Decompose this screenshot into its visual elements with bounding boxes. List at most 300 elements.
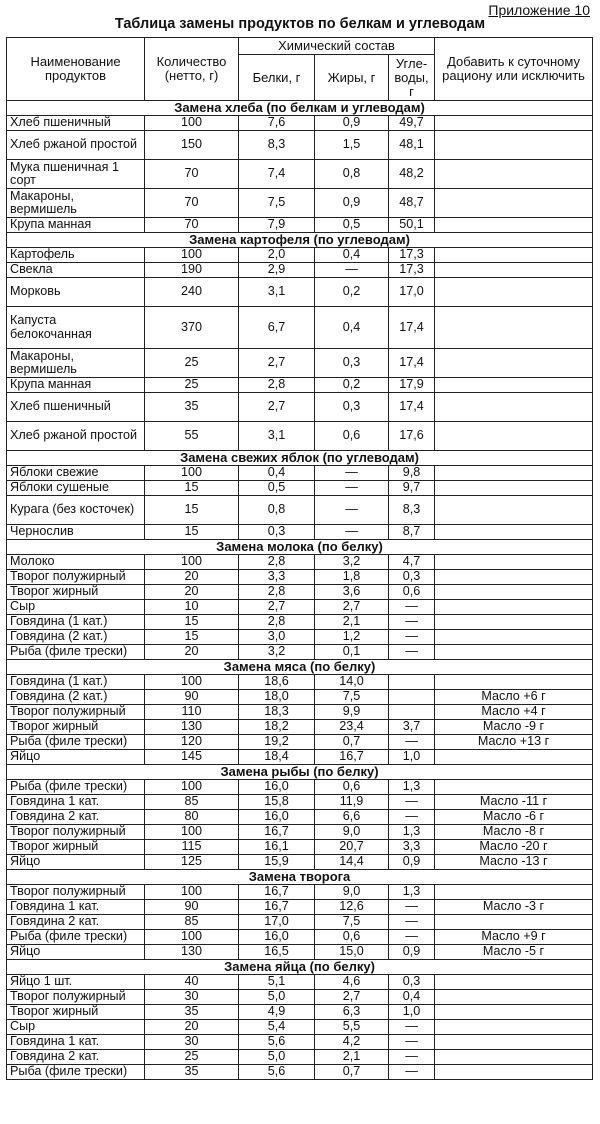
section-header [7,960,593,975]
cell-name: Говядина 2 кат. [7,1050,145,1065]
cell-add-or-remove [435,422,593,451]
cell-protein: 18,4 [239,750,315,765]
table-row [7,780,593,795]
cell-protein: 2,8 [239,555,315,570]
cell-quantity: 100 [145,825,239,840]
header-quantity: Количество (нетто, г) [145,38,239,101]
table-row [7,481,593,496]
cell-name: Говядина 1 кат. [7,1035,145,1050]
cell-quantity: 10 [145,600,239,615]
cell-fat: — [315,496,389,525]
cell-fat: 0,9 [315,116,389,131]
cell-add-or-remove: Масло -6 г [435,810,593,825]
table-row [7,810,593,825]
cell-quantity: 15 [145,496,239,525]
cell-protein: 16,7 [239,900,315,915]
header-name: Наименование продуктов [7,38,145,101]
table-row [7,645,593,660]
cell-carbs: 17,9 [389,378,435,393]
cell-quantity: 25 [145,378,239,393]
cell-name: Макароны, вермишель [7,189,145,218]
cell-protein: 5,1 [239,975,315,990]
cell-add-or-remove [435,248,593,263]
cell-fat: 11,9 [315,795,389,810]
cell-add-or-remove [435,116,593,131]
cell-fat: 2,1 [315,1050,389,1065]
table-row [7,378,593,393]
table-row [7,189,593,218]
table-row [7,585,593,600]
table-row [7,349,593,378]
cell-add-or-remove [435,675,593,690]
cell-fat: 0,3 [315,393,389,422]
cell-add-or-remove [435,615,593,630]
cell-add-or-remove [435,1065,593,1080]
cell-name: Мука пшеничная 1 сорт [7,160,145,189]
cell-protein: 7,6 [239,116,315,131]
cell-name: Рыба (филе трески) [7,930,145,945]
table-row [7,1065,593,1080]
cell-carbs: — [389,645,435,660]
cell-quantity: 35 [145,1065,239,1080]
table-row [7,855,593,870]
cell-protein: 5,0 [239,990,315,1005]
table-row [7,690,593,705]
cell-add-or-remove: Масло -8 г [435,825,593,840]
cell-fat: 4,6 [315,975,389,990]
cell-add-or-remove [435,600,593,615]
cell-quantity: 80 [145,810,239,825]
table-row [7,218,593,233]
table-row [7,422,593,451]
table-row [7,1005,593,1020]
cell-protein: 2,9 [239,263,315,278]
cell-fat: 15,0 [315,945,389,960]
cell-protein: 7,4 [239,160,315,189]
cell-add-or-remove [435,278,593,307]
cell-carbs: 17,3 [389,263,435,278]
cell-quantity: 15 [145,481,239,496]
cell-fat: 2,7 [315,600,389,615]
table-row [7,720,593,735]
table-row [7,990,593,1005]
cell-carbs: 9,7 [389,481,435,496]
cell-protein: 17,0 [239,915,315,930]
cell-name: Говядина (1 кат.) [7,615,145,630]
cell-name: Говядина (2 кат.) [7,630,145,645]
cell-protein: 3,1 [239,278,315,307]
cell-carbs: — [389,930,435,945]
cell-name: Сыр [7,600,145,615]
header-carbs: Угле- воды, г [389,55,435,101]
cell-fat: 0,4 [315,307,389,349]
cell-fat: 2,1 [315,615,389,630]
cell-fat: 3,2 [315,555,389,570]
cell-name: Говядина (1 кат.) [7,675,145,690]
header-fat: Жиры, г [315,55,389,101]
table-row [7,975,593,990]
cell-protein: 0,5 [239,481,315,496]
cell-protein: 2,8 [239,615,315,630]
cell-protein: 2,7 [239,393,315,422]
cell-name: Капуста белокочанная [7,307,145,349]
cell-quantity: 20 [145,570,239,585]
cell-name: Рыба (филе трески) [7,1065,145,1080]
cell-carbs: 4,7 [389,555,435,570]
table-row [7,496,593,525]
table-row [7,900,593,915]
cell-protein: 5,4 [239,1020,315,1035]
table-row [7,750,593,765]
cell-quantity: 100 [145,780,239,795]
table-row [7,248,593,263]
cell-add-or-remove [435,585,593,600]
cell-protein: 18,0 [239,690,315,705]
table-row [7,1050,593,1065]
cell-fat: 16,7 [315,750,389,765]
cell-name: Творог полужирный [7,825,145,840]
cell-add-or-remove [435,780,593,795]
cell-protein: 2,8 [239,378,315,393]
cell-protein: 16,7 [239,885,315,900]
cell-protein: 18,6 [239,675,315,690]
cell-protein: 5,6 [239,1035,315,1050]
table-row [7,945,593,960]
cell-name: Яйцо [7,945,145,960]
cell-add-or-remove: Масло +9 г [435,930,593,945]
cell-carbs: 0,6 [389,585,435,600]
cell-add-or-remove [435,915,593,930]
cell-quantity: 100 [145,116,239,131]
cell-quantity: 85 [145,915,239,930]
table-row [7,1035,593,1050]
cell-carbs: 0,3 [389,975,435,990]
cell-quantity: 100 [145,466,239,481]
cell-quantity: 25 [145,349,239,378]
cell-name: Яйцо 1 шт. [7,975,145,990]
cell-fat: 0,5 [315,218,389,233]
table-row [7,840,593,855]
section-header [7,870,593,885]
substitution-table [6,37,593,1080]
cell-quantity: 100 [145,248,239,263]
cell-quantity: 15 [145,630,239,645]
section-title: Замена молока (по белку) [7,540,593,555]
cell-carbs: 9,8 [389,466,435,481]
cell-fat: 5,5 [315,1020,389,1035]
cell-fat: 0,6 [315,930,389,945]
cell-name: Говядина 1 кат. [7,795,145,810]
cell-protein: 16,5 [239,945,315,960]
cell-fat: 1,8 [315,570,389,585]
cell-protein: 2,7 [239,349,315,378]
cell-fat: — [315,466,389,481]
cell-carbs: 1,0 [389,750,435,765]
cell-add-or-remove: Масло +6 г [435,690,593,705]
cell-add-or-remove [435,218,593,233]
section-title: Замена картофеля (по углеводам) [7,233,593,248]
cell-carbs [389,705,435,720]
cell-name: Творог полужирный [7,570,145,585]
cell-name: Яйцо [7,855,145,870]
cell-fat: 0,6 [315,780,389,795]
cell-name: Молоко [7,555,145,570]
cell-quantity: 35 [145,1005,239,1020]
cell-protein: 2,8 [239,585,315,600]
cell-fat: 4,2 [315,1035,389,1050]
cell-protein: 15,9 [239,855,315,870]
cell-carbs: — [389,1035,435,1050]
cell-fat: 9,0 [315,885,389,900]
cell-add-or-remove: Масло -3 г [435,900,593,915]
cell-name: Яблоки свежие [7,466,145,481]
cell-fat: 14,0 [315,675,389,690]
cell-quantity: 30 [145,990,239,1005]
cell-fat: — [315,263,389,278]
cell-carbs: 48,7 [389,189,435,218]
section-header [7,101,593,116]
cell-name: Рыба (филе трески) [7,780,145,795]
cell-name: Говядина 2 кат. [7,915,145,930]
cell-protein: 15,8 [239,795,315,810]
cell-add-or-remove [435,349,593,378]
cell-fat: 9,0 [315,825,389,840]
cell-carbs: 0,4 [389,990,435,1005]
cell-protein: 0,4 [239,466,315,481]
section-header [7,660,593,675]
cell-add-or-remove: Масло +13 г [435,735,593,750]
cell-protein: 16,0 [239,930,315,945]
cell-protein: 4,9 [239,1005,315,1020]
section-header [7,540,593,555]
cell-fat: 0,1 [315,645,389,660]
cell-fat: 1,5 [315,131,389,160]
cell-add-or-remove [435,525,593,540]
table-row [7,630,593,645]
table-row [7,795,593,810]
table-row [7,600,593,615]
cell-carbs: — [389,600,435,615]
cell-carbs: — [389,915,435,930]
cell-carbs: 8,3 [389,496,435,525]
cell-carbs: — [389,900,435,915]
cell-name: Хлеб ржаной простой [7,131,145,160]
cell-quantity: 115 [145,840,239,855]
cell-carbs: 17,4 [389,349,435,378]
cell-name: Крупа манная [7,218,145,233]
cell-name: Хлеб пшеничный [7,116,145,131]
cell-protein: 3,3 [239,570,315,585]
cell-name: Рыба (филе трески) [7,645,145,660]
cell-protein: 8,3 [239,131,315,160]
cell-name: Хлеб пшеничный [7,393,145,422]
table-row [7,116,593,131]
cell-quantity: 30 [145,1035,239,1050]
table-row [7,615,593,630]
table-row [7,825,593,840]
cell-add-or-remove: Масло -20 г [435,840,593,855]
cell-protein: 2,0 [239,248,315,263]
table-row [7,675,593,690]
cell-carbs [389,690,435,705]
cell-name: Яблоки сушеные [7,481,145,496]
cell-fat: 0,3 [315,349,389,378]
table-row [7,915,593,930]
cell-fat: 6,6 [315,810,389,825]
cell-fat: 0,2 [315,278,389,307]
cell-quantity: 90 [145,900,239,915]
table-row [7,160,593,189]
cell-carbs: 50,1 [389,218,435,233]
cell-name: Макароны, вермишель [7,349,145,378]
section-title: Замена мяса (по белку) [7,660,593,675]
cell-quantity: 90 [145,690,239,705]
cell-name: Свекла [7,263,145,278]
table-row [7,393,593,422]
cell-add-or-remove [435,307,593,349]
cell-quantity: 40 [145,975,239,990]
cell-add-or-remove [435,750,593,765]
cell-protein: 3,2 [239,645,315,660]
cell-quantity: 15 [145,525,239,540]
cell-carbs: 0,3 [389,570,435,585]
cell-carbs: — [389,1020,435,1035]
table-row [7,131,593,160]
section-title: Замена творога [7,870,593,885]
cell-name: Творог полужирный [7,885,145,900]
table-row [7,705,593,720]
cell-fat: 20,7 [315,840,389,855]
cell-name: Творог полужирный [7,990,145,1005]
cell-add-or-remove: Масло +4 г [435,705,593,720]
cell-fat: 0,8 [315,160,389,189]
cell-fat: 1,2 [315,630,389,645]
cell-name: Говядина 1 кат. [7,900,145,915]
appendix-label: Приложение 10 [488,2,590,18]
cell-protein: 16,1 [239,840,315,855]
cell-name: Сыр [7,1020,145,1035]
cell-carbs: — [389,1050,435,1065]
cell-carbs: 0,9 [389,945,435,960]
cell-add-or-remove [435,975,593,990]
cell-protein: 2,7 [239,600,315,615]
cell-protein: 3,1 [239,422,315,451]
cell-protein: 18,3 [239,705,315,720]
cell-quantity: 70 [145,189,239,218]
cell-add-or-remove [435,1035,593,1050]
cell-add-or-remove [435,496,593,525]
table-row [7,525,593,540]
table-row [7,1020,593,1035]
cell-name: Творог жирный [7,1005,145,1020]
cell-fat: 0,2 [315,378,389,393]
cell-carbs: 48,2 [389,160,435,189]
cell-carbs: — [389,735,435,750]
cell-protein: 16,0 [239,780,315,795]
cell-carbs: — [389,630,435,645]
cell-quantity: 100 [145,675,239,690]
cell-quantity: 100 [145,930,239,945]
cell-fat: 0,9 [315,189,389,218]
header-protein: Белки, г [239,55,315,101]
cell-carbs: 1,3 [389,885,435,900]
cell-name: Говядина 2 кат. [7,810,145,825]
cell-quantity: 130 [145,720,239,735]
cell-quantity: 240 [145,278,239,307]
cell-quantity: 190 [145,263,239,278]
cell-quantity: 370 [145,307,239,349]
section-header [7,233,593,248]
cell-add-or-remove [435,481,593,496]
cell-fat: 0,7 [315,735,389,750]
cell-protein: 0,8 [239,496,315,525]
cell-fat: 9,9 [315,705,389,720]
cell-add-or-remove [435,990,593,1005]
table-row [7,263,593,278]
cell-carbs: 17,0 [389,278,435,307]
cell-fat: 0,6 [315,422,389,451]
cell-protein: 16,7 [239,825,315,840]
cell-quantity: 35 [145,393,239,422]
cell-name: Говядина (2 кат.) [7,690,145,705]
cell-fat: 0,7 [315,1065,389,1080]
table-row [7,570,593,585]
cell-quantity: 145 [145,750,239,765]
cell-add-or-remove [435,1020,593,1035]
cell-quantity: 15 [145,615,239,630]
cell-fat: 7,5 [315,915,389,930]
cell-quantity: 130 [145,945,239,960]
cell-carbs: 1,3 [389,780,435,795]
cell-add-or-remove [435,131,593,160]
cell-quantity: 25 [145,1050,239,1065]
header-chemical-composition: Химический состав [239,38,435,55]
cell-carbs: 48,1 [389,131,435,160]
table-row [7,885,593,900]
cell-name: Творог жирный [7,585,145,600]
cell-name: Крупа манная [7,378,145,393]
cell-add-or-remove: Масло -9 г [435,720,593,735]
table-body [7,101,593,1080]
section-title: Замена хлеба (по белкам и углеводам) [7,101,593,116]
cell-add-or-remove: Масло -13 г [435,855,593,870]
cell-carbs: 1,3 [389,825,435,840]
cell-add-or-remove [435,555,593,570]
cell-quantity: 150 [145,131,239,160]
cell-protein: 7,9 [239,218,315,233]
table-row [7,930,593,945]
cell-protein: 6,7 [239,307,315,349]
cell-protein: 16,0 [239,810,315,825]
section-title: Замена яйца (по белку) [7,960,593,975]
cell-add-or-remove [435,189,593,218]
cell-quantity: 20 [145,585,239,600]
section-title: Замена свежих яблок (по углеводам) [7,451,593,466]
cell-quantity: 70 [145,160,239,189]
cell-protein: 0,3 [239,525,315,540]
section-title: Замена рыбы (по белку) [7,765,593,780]
cell-name: Яйцо [7,750,145,765]
cell-quantity: 55 [145,422,239,451]
table-row [7,307,593,349]
section-header [7,765,593,780]
cell-fat: 3,6 [315,585,389,600]
cell-add-or-remove [435,378,593,393]
cell-name: Картофель [7,248,145,263]
cell-name: Курага (без косточек) [7,496,145,525]
cell-fat: 2,7 [315,990,389,1005]
cell-protein: 5,0 [239,1050,315,1065]
